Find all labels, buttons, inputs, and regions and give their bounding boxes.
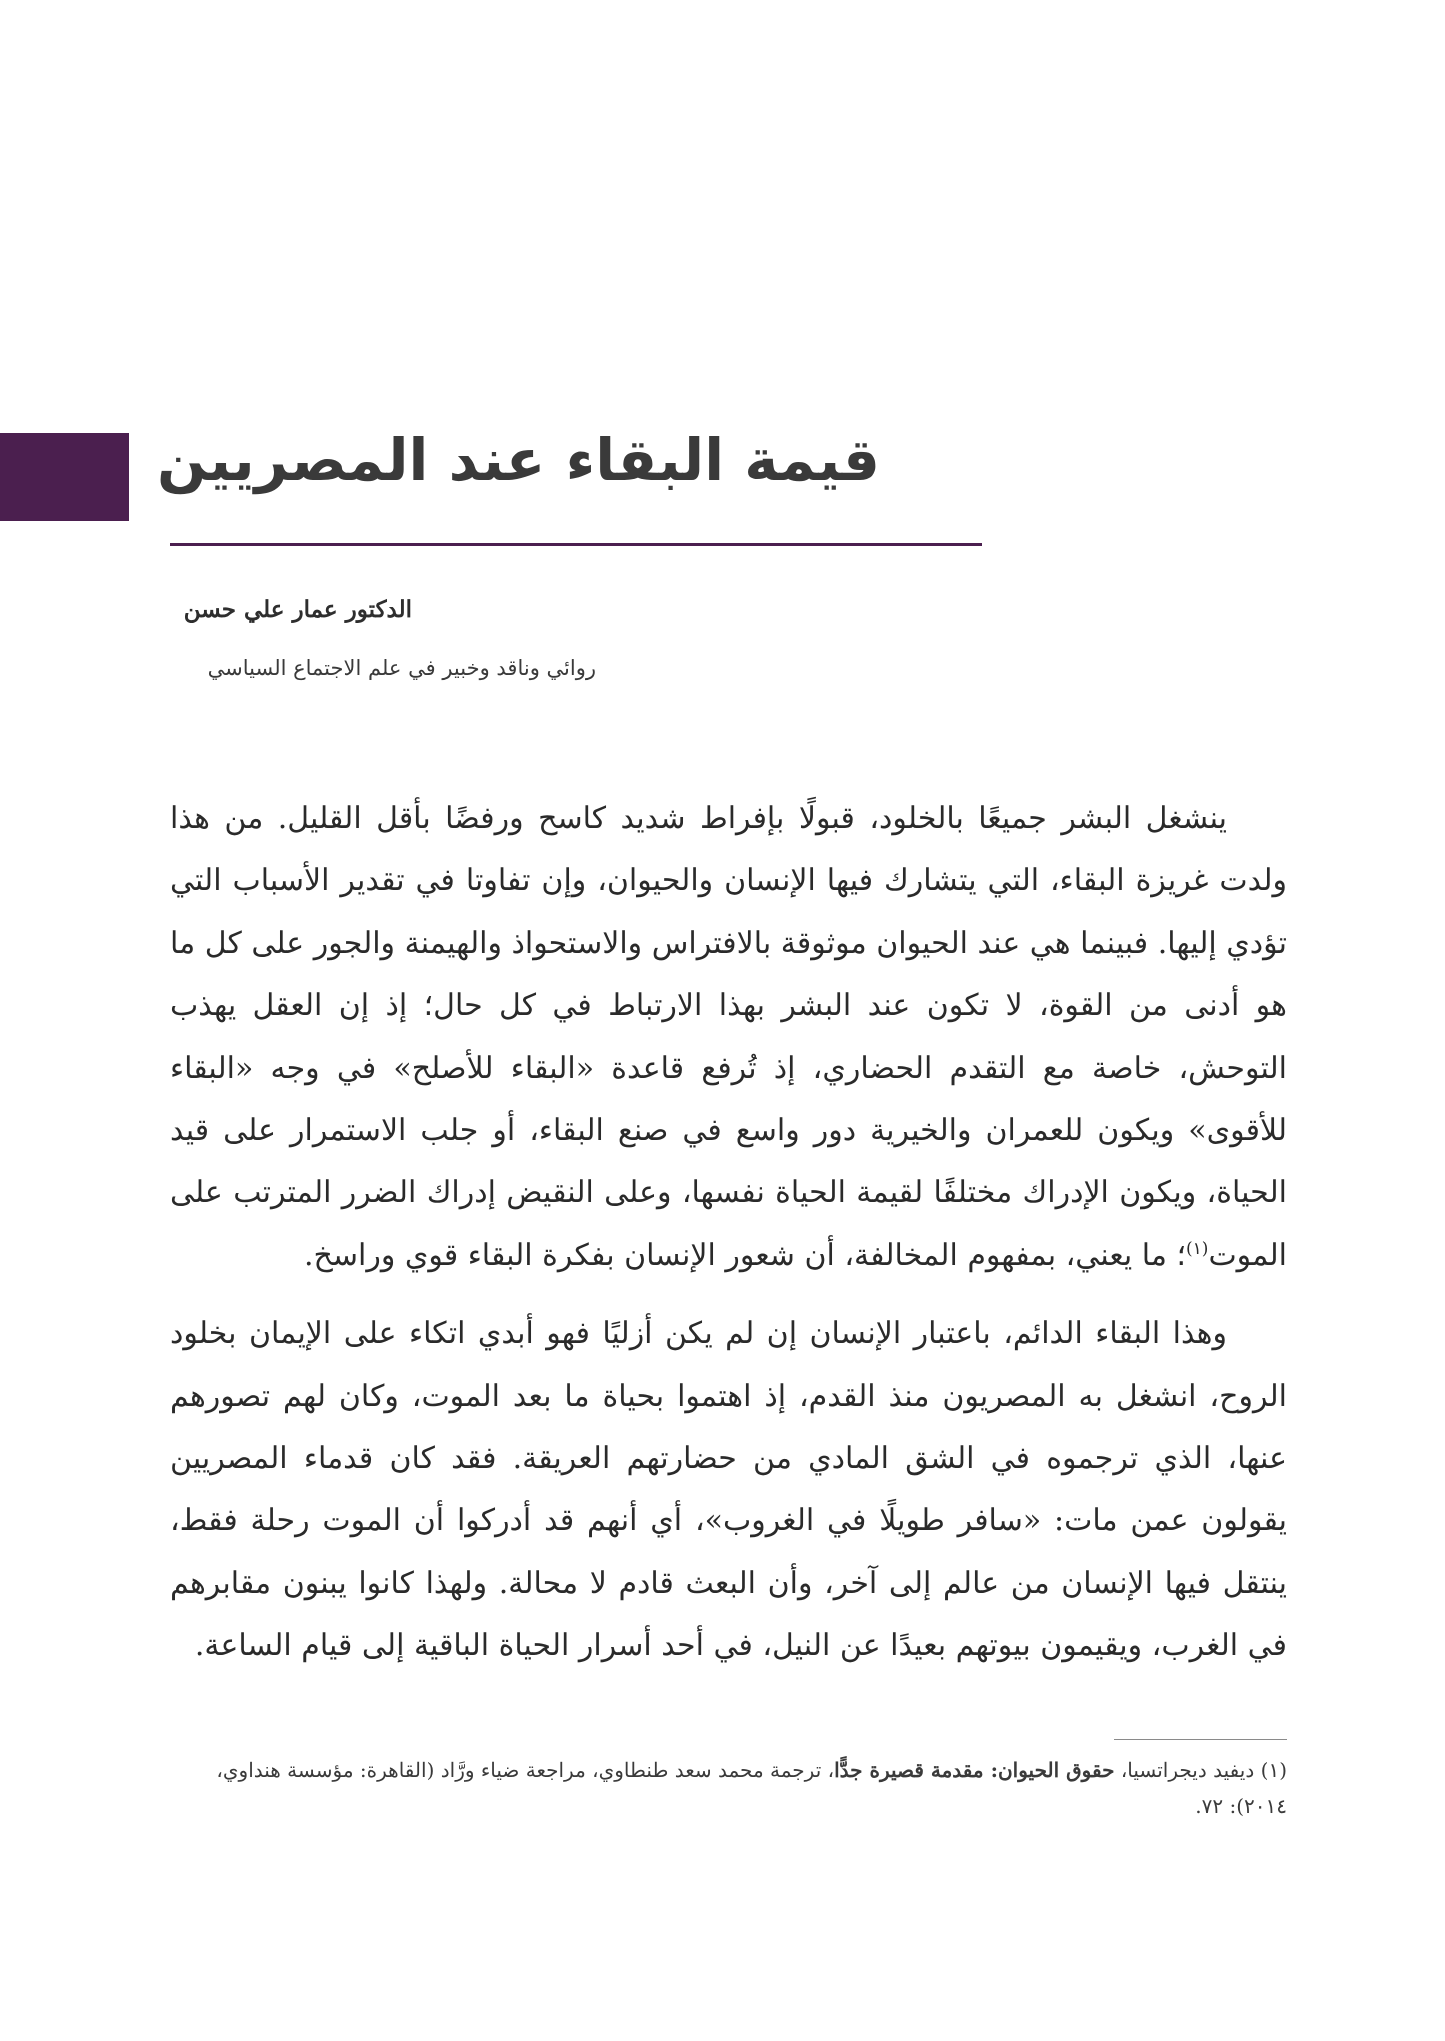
paragraph-1 (170, 788, 1287, 1287)
paragraph-1-text: ينشغل البشر جميعًا بالخلود، قبولًا بإفراط شديد كاسح ورفضًا بأقل القليل. من هذا ولدت غريزة البقاء، التي يتشارك فيها الإنسان والحيوان، وإن تفاوتا في تقدير الأسباب التي تؤدي إليها. فبينما هي عند الحيوان موثوقة بالافتراس والاستحواذ والهيمنة والجور على كل ما هو أدنى من القوة، لا تكون عند البشر بهذا الارتباط في كل حال؛ إذ إن العقل يهذب التوحش، خاصة مع التقدم الحضاري، إذ تُرفع قاعدة «البقاء للأصلح» في وجه «البقاء للأقوى» ويكون للعمران والخيرية دور واسع في صنع البقاء، أو جلب الاستمرار على قيد الحياة، ويكون الإدراك مختلفًا لقيمة الحياة نفسها، وعلى النقيض إدراك الضرر المترتب على الموت (170, 801, 1287, 1273)
footnote (170, 1752, 1287, 1824)
page-title: قيمة البقاء عند المصريين (156, 426, 880, 494)
paragraph-2: وهذا البقاء الدائم، باعتبار الإنسان إن لم يكن أزليًا فهو أبدي اتكاء على الإيمان بخلود الروح، انشغل به المصريون منذ القدم، إذ اهتموا بحياة ما بعد الموت، وكان لهم تصورهم عنها، الذي ترجموه في الشق المادي من حضارتهم العريقة. فقد كان قدماء المصريين يقولون عمن مات: «سافر طويلًا في الغروب»، أي أنهم قد أدركوا أن الموت رحلة فقط، ينتقل فيها الإنسان من عالم إلى آخر، وأن البعث قادم لا محالة. ولهذا كانوا يبنون مقابرهم في الغرب، ويقيمون بيوتهم بعيدًا عن النيل، في أحد أسرار الحياة الباقية إلى قيام الساعة. (170, 1316, 1287, 1664)
footnote-book-title: حقوق الحيوان: مقدمة قصيرة جدًّا (834, 1758, 1115, 1782)
footnote-divider (1114, 1739, 1287, 1740)
title-underline (170, 543, 982, 546)
article-body (170, 788, 1287, 1678)
accent-block (0, 433, 129, 521)
footnote-reference[interactable]: (١) (1186, 1238, 1209, 1259)
author-affiliation: روائي وناقد وخبير في علم الاجتماع السياسي (207, 656, 596, 680)
paragraph-1-tail: ؛ ما يعني، بمفهوم المخالفة، أن شعور الإنسان بفكرة البقاء قوي وراسخ. (303, 1237, 1187, 1273)
footnote-number: (١) (1260, 1758, 1287, 1782)
footnote-details: ، ترجمة محمد سعد طنطاوي، مراجعة ضياء ورَّاد (القاهرة: مؤسسة هنداوي، ٢٠١٤): ٧٢. (216, 1758, 1287, 1818)
footnote-author: ديفيد ديجراتسيا، (1120, 1758, 1255, 1782)
author-name: الدكتور عمار علي حسن (183, 596, 412, 623)
